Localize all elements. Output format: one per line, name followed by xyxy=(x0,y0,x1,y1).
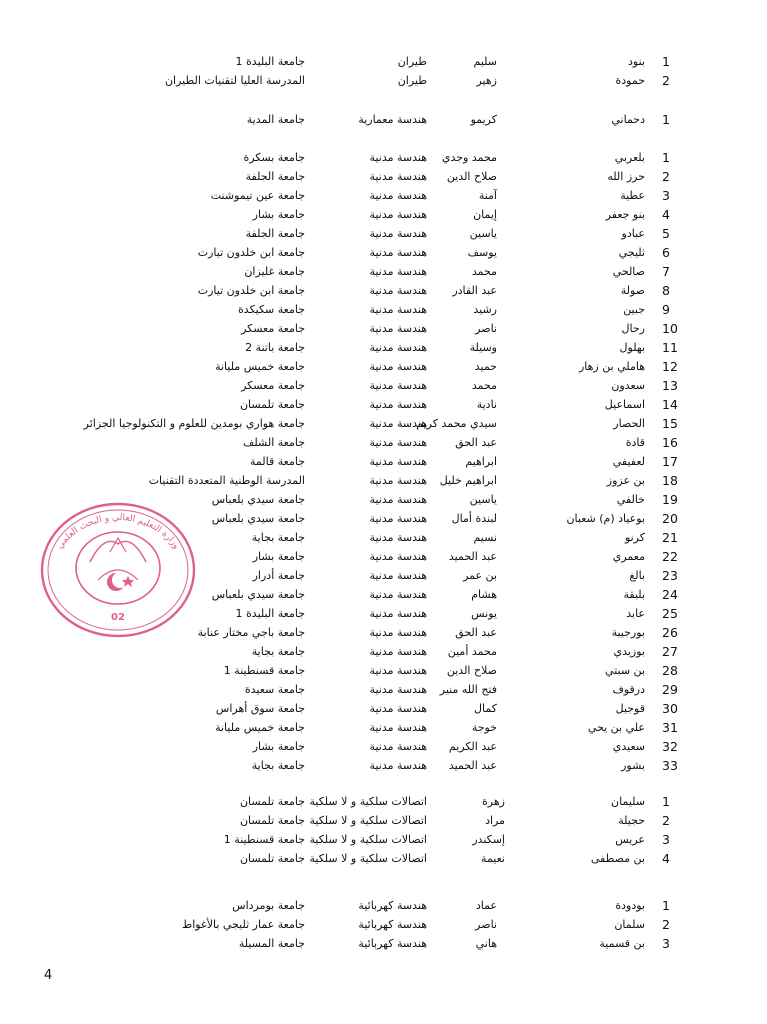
cell-univ: جامعة بشار xyxy=(252,740,305,753)
cell-first: حميد xyxy=(474,360,497,373)
list-item xyxy=(0,934,767,953)
list-item xyxy=(0,896,767,915)
cell-last: درقوف xyxy=(612,683,645,696)
cell-spec: هندسة مدنية xyxy=(369,227,427,240)
cell-first: كريمو xyxy=(470,113,497,126)
cell-num: 6 xyxy=(662,245,670,260)
cell-last: علي بن يحي xyxy=(587,721,645,734)
list-item xyxy=(0,718,767,737)
cell-num: 9 xyxy=(662,302,670,317)
cell-last: بلعربي xyxy=(614,151,645,164)
cell-univ: جامعة ابن خلدون تيارت xyxy=(197,284,305,297)
cell-univ: جامعة بجاية xyxy=(251,759,305,772)
list-item xyxy=(0,414,767,433)
cell-num: 7 xyxy=(662,264,670,279)
cell-last: بن مصطفى xyxy=(590,852,645,865)
cell-last: حمودة xyxy=(615,74,645,87)
list-item xyxy=(0,433,767,452)
cell-last: عريس xyxy=(615,833,645,846)
cell-spec: هندسة مدنية xyxy=(369,303,427,316)
cell-first: ناصر xyxy=(475,918,497,931)
cell-spec: هندسة مدنية xyxy=(369,417,427,430)
cell-univ: جامعة البليدة 1 xyxy=(235,55,305,68)
cell-spec: طيران xyxy=(397,55,427,68)
cell-last: عطية xyxy=(620,189,645,202)
cell-univ: جامعة هواري بومدين للعلوم و التكنولوجيا الجزائر xyxy=(83,417,305,430)
cell-last: ثليجي xyxy=(618,246,645,259)
cell-spec: هندسة كهربائية xyxy=(358,899,427,912)
cell-last: رحال xyxy=(621,322,645,335)
cell-first: آمنة xyxy=(478,189,497,202)
list-group xyxy=(0,110,767,129)
cell-first: صلاح الدين xyxy=(446,664,497,677)
cell-num: 1 xyxy=(662,898,670,913)
cell-spec: هندسة مدنية xyxy=(369,360,427,373)
cell-univ: جامعة عمار ثليجي بالأغواط xyxy=(182,918,305,931)
cell-num: 3 xyxy=(662,936,670,951)
cell-first: بن عمر xyxy=(463,569,497,582)
list-item xyxy=(0,395,767,414)
cell-univ: جامعة سيدي بلعباس xyxy=(211,493,305,506)
list-item xyxy=(0,452,767,471)
cell-first: مراد xyxy=(485,814,505,827)
cell-spec: هندسة مدنية xyxy=(369,398,427,411)
cell-spec: هندسة مدنية xyxy=(369,702,427,715)
cell-first: لبندة أمال xyxy=(451,512,497,525)
cell-num: 4 xyxy=(662,851,670,866)
cell-first: يونس xyxy=(471,607,497,620)
cell-spec: هندسة مدنية xyxy=(369,607,427,620)
cell-first: سليم xyxy=(473,55,497,68)
cell-last: بوزيدي xyxy=(613,645,645,658)
cell-spec: هندسة مدنية xyxy=(369,588,427,601)
official-stamp xyxy=(38,500,198,640)
cell-first: عبد الحميد xyxy=(448,759,497,772)
list-item xyxy=(0,737,767,756)
list-item xyxy=(0,205,767,224)
cell-num: 3 xyxy=(662,188,670,203)
cell-univ: جامعة عين تيموشنت xyxy=(210,189,305,202)
cell-univ: جامعة بجاية xyxy=(251,645,305,658)
cell-first: كمال xyxy=(474,702,497,715)
cell-univ: جامعة أدرار xyxy=(252,569,305,582)
list-item xyxy=(0,680,767,699)
cell-univ: جامعة معسكر xyxy=(241,379,305,392)
cell-spec: اتصالات سلكية و لا سلكية xyxy=(309,852,427,865)
cell-last: الحصار xyxy=(613,417,645,430)
cell-first: محمد xyxy=(471,265,497,278)
list-group xyxy=(0,148,767,775)
cell-spec: هندسة كهربائية xyxy=(358,918,427,931)
cell-last: بن قسمية xyxy=(599,937,645,950)
cell-last: معمري xyxy=(612,550,645,563)
list-item xyxy=(0,811,767,830)
cell-spec: هندسة مدنية xyxy=(369,531,427,544)
cell-first: ابراهيم خليل xyxy=(439,474,497,487)
cell-num: 1 xyxy=(662,54,670,69)
cell-last: سعيدي xyxy=(612,740,645,753)
cell-first: يوسف xyxy=(467,246,497,259)
cell-spec: هندسة مدنية xyxy=(369,474,427,487)
list-item xyxy=(0,52,767,71)
cell-univ: جامعة قسنطينة 1 xyxy=(223,833,305,846)
cell-first: ياسين xyxy=(469,493,497,506)
cell-first: محمد أمين xyxy=(447,645,497,658)
list-item xyxy=(0,300,767,319)
stamp-text: وزارة التعليم العالي و البحث العلمي xyxy=(55,512,182,551)
cell-univ: جامعة سيدي بلعباس xyxy=(211,588,305,601)
cell-first: محمد وجدي xyxy=(441,151,497,164)
cell-num: 24 xyxy=(662,587,678,602)
cell-num: 25 xyxy=(662,606,678,621)
stamp-number: 02 xyxy=(111,612,125,623)
cell-univ: المدرسة الوطنية المتعددة التقنيات xyxy=(148,474,305,487)
cell-spec: هندسة مدنية xyxy=(369,436,427,449)
cell-num: 20 xyxy=(662,511,678,526)
cell-num: 5 xyxy=(662,226,670,241)
cell-spec: اتصالات سلكية و لا سلكية xyxy=(309,814,427,827)
cell-univ: جامعة باتنة 2 xyxy=(245,341,305,354)
cell-spec: هندسة مدنية xyxy=(369,208,427,221)
cell-spec: هندسة مدنية xyxy=(369,626,427,639)
cell-spec: هندسة كهربائية xyxy=(358,937,427,950)
cell-last: سليمان xyxy=(611,795,645,808)
cell-last: بهلول xyxy=(619,341,645,354)
cell-last: عبادو xyxy=(621,227,645,240)
cell-last: بن سبتي xyxy=(605,664,645,677)
list-item xyxy=(0,224,767,243)
cell-spec: هندسة معمارية xyxy=(358,113,427,126)
cell-num: 4 xyxy=(662,207,670,222)
cell-last: بنود xyxy=(628,55,645,68)
cell-last: جبين xyxy=(623,303,645,316)
cell-spec: اتصالات سلكية و لا سلكية xyxy=(309,795,427,808)
cell-num: 8 xyxy=(662,283,670,298)
cell-univ: جامعة الشلف xyxy=(243,436,305,449)
cell-first: زهير xyxy=(476,74,497,87)
cell-univ: جامعة سوق أهراس xyxy=(215,702,305,715)
cell-first: ناصر xyxy=(475,322,497,335)
cell-univ: جامعة الجلفة xyxy=(245,170,305,183)
cell-univ: جامعة المدية xyxy=(246,113,305,126)
cell-last: بودودة xyxy=(615,899,645,912)
list-item xyxy=(0,319,767,338)
cell-univ: جامعة خميس مليانة xyxy=(215,360,305,373)
cell-num: 2 xyxy=(662,169,670,184)
cell-first: سيدي محمد كريم xyxy=(416,417,497,430)
cell-num: 2 xyxy=(662,813,670,828)
cell-univ: جامعة سيدي بلعباس xyxy=(211,512,305,525)
cell-univ: جامعة بجاية xyxy=(251,531,305,544)
cell-last: صالحي xyxy=(612,265,645,278)
list-item xyxy=(0,792,767,811)
cell-first: فتح الله منير xyxy=(439,683,497,696)
list-group xyxy=(0,52,767,90)
cell-univ: جامعة المسيلة xyxy=(238,937,305,950)
cell-last: كرنو xyxy=(624,531,645,544)
list-item xyxy=(0,110,767,129)
list-item xyxy=(0,642,767,661)
page-number: 4 xyxy=(44,968,53,983)
cell-num: 11 xyxy=(662,340,678,355)
cell-num: 26 xyxy=(662,625,678,640)
cell-num: 1 xyxy=(662,794,670,809)
cell-univ: جامعة بشار xyxy=(252,208,305,221)
cell-spec: اتصالات سلكية و لا سلكية xyxy=(309,833,427,846)
cell-spec: هندسة مدنية xyxy=(369,170,427,183)
cell-num: 16 xyxy=(662,435,678,450)
cell-spec: هندسة مدنية xyxy=(369,740,427,753)
cell-num: 10 xyxy=(662,321,678,336)
cell-univ: جامعة بومرداس xyxy=(232,899,305,912)
cell-num: 28 xyxy=(662,663,678,678)
cell-univ: جامعة سعيدة xyxy=(244,683,305,696)
cell-univ: جامعة بشار xyxy=(252,550,305,563)
cell-first: عبد الحميد xyxy=(448,550,497,563)
cell-num: 17 xyxy=(662,454,678,469)
cell-first: عماد xyxy=(475,899,497,912)
cell-spec: هندسة مدنية xyxy=(369,569,427,582)
cell-univ: جامعة تلمسان xyxy=(239,852,305,865)
cell-spec: هندسة مدنية xyxy=(369,455,427,468)
list-item xyxy=(0,281,767,300)
cell-spec: طيران xyxy=(397,74,427,87)
cell-univ: المدرسة العليا لتقنيات الطيران xyxy=(164,74,305,87)
cell-num: 2 xyxy=(662,917,670,932)
cell-spec: هندسة مدنية xyxy=(369,721,427,734)
list-item xyxy=(0,471,767,490)
cell-univ: جامعة غليزان xyxy=(244,265,305,278)
cell-first: نسيم xyxy=(473,531,497,544)
cell-spec: هندسة مدنية xyxy=(369,284,427,297)
cell-univ: جامعة سكيكدة xyxy=(238,303,305,316)
cell-univ: جامعة قسنطينة 1 xyxy=(223,664,305,677)
cell-last: سلمان xyxy=(614,918,645,931)
cell-first: إسكندر xyxy=(472,833,505,846)
list-item xyxy=(0,357,767,376)
cell-spec: هندسة مدنية xyxy=(369,683,427,696)
cell-num: 14 xyxy=(662,397,678,412)
cell-univ: جامعة الجلفة xyxy=(245,227,305,240)
cell-first: ياسين xyxy=(469,227,497,240)
cell-num: 19 xyxy=(662,492,678,507)
cell-last: بلبقة xyxy=(623,588,645,601)
cell-spec: هندسة مدنية xyxy=(369,645,427,658)
cell-spec: هندسة مدنية xyxy=(369,189,427,202)
cell-first: زهرة xyxy=(482,795,505,808)
cell-num: 12 xyxy=(662,359,678,374)
list-item xyxy=(0,186,767,205)
list-item xyxy=(0,699,767,718)
cell-last: بنو جعفر xyxy=(605,208,645,221)
cell-last: قوجيل xyxy=(615,702,645,715)
cell-num: 22 xyxy=(662,549,678,564)
list-item xyxy=(0,243,767,262)
cell-first: محمد xyxy=(471,379,497,392)
cell-univ: جامعة ابن خلدون تيارت xyxy=(197,246,305,259)
cell-first: إيمان xyxy=(473,208,497,221)
cell-last: سعدون xyxy=(611,379,645,392)
list-item xyxy=(0,148,767,167)
cell-spec: هندسة مدنية xyxy=(369,512,427,525)
cell-spec: هندسة مدنية xyxy=(369,265,427,278)
cell-spec: هندسة مدنية xyxy=(369,493,427,506)
cell-first: وسيلة xyxy=(469,341,497,354)
cell-first: صلاح الدين xyxy=(446,170,497,183)
list-item xyxy=(0,756,767,775)
cell-first: هاني xyxy=(475,937,497,950)
cell-last: اسماعيل xyxy=(604,398,645,411)
cell-num: 21 xyxy=(662,530,678,545)
list-item xyxy=(0,262,767,281)
cell-num: 29 xyxy=(662,682,678,697)
cell-spec: هندسة مدنية xyxy=(369,246,427,259)
cell-spec: هندسة مدنية xyxy=(369,322,427,335)
cell-num: 31 xyxy=(662,720,678,735)
cell-spec: هندسة مدنية xyxy=(369,341,427,354)
list-item xyxy=(0,167,767,186)
cell-first: خوجة xyxy=(471,721,497,734)
cell-last: بوعياد (م) شعبان xyxy=(566,512,645,525)
cell-univ: جامعة خميس مليانة xyxy=(215,721,305,734)
cell-first: نادية xyxy=(476,398,497,411)
cell-num: 3 xyxy=(662,832,670,847)
cell-first: ابراهيم xyxy=(465,455,497,468)
cell-first: هشام xyxy=(471,588,497,601)
cell-first: نعيمة xyxy=(481,852,505,865)
cell-spec: هندسة مدنية xyxy=(369,550,427,563)
cell-num: 33 xyxy=(662,758,678,773)
cell-univ: جامعة بسكرة xyxy=(243,151,305,164)
list-item xyxy=(0,71,767,90)
cell-univ: جامعة قالمة xyxy=(250,455,305,468)
cell-last: بورجيبة xyxy=(611,626,645,639)
list-item xyxy=(0,376,767,395)
list-item xyxy=(0,830,767,849)
cell-num: 2 xyxy=(662,73,670,88)
cell-last: بن عزوز xyxy=(606,474,645,487)
cell-last: حجيلة xyxy=(618,814,645,827)
list-item xyxy=(0,338,767,357)
cell-num: 18 xyxy=(662,473,678,488)
cell-first: عبد الحق xyxy=(455,626,497,639)
cell-first: عبد القادر xyxy=(452,284,497,297)
cell-last: بشور xyxy=(621,759,645,772)
cell-univ: جامعة البليدة 1 xyxy=(235,607,305,620)
cell-univ: جامعة معسكر xyxy=(241,322,305,335)
list-group xyxy=(0,896,767,953)
list-item xyxy=(0,849,767,868)
cell-num: 32 xyxy=(662,739,678,754)
cell-spec: هندسة مدنية xyxy=(369,379,427,392)
cell-last: عابد xyxy=(626,607,645,620)
cell-spec: هندسة مدنية xyxy=(369,664,427,677)
cell-first: عبد الحق xyxy=(455,436,497,449)
cell-num: 23 xyxy=(662,568,678,583)
cell-first: رشيد xyxy=(473,303,497,316)
cell-last: صولة xyxy=(620,284,645,297)
cell-univ: جامعة تلمسان xyxy=(239,398,305,411)
cell-num: 15 xyxy=(662,416,678,431)
cell-last: قادة xyxy=(625,436,645,449)
cell-num: 30 xyxy=(662,701,678,716)
cell-spec: هندسة مدنية xyxy=(369,759,427,772)
list-group xyxy=(0,792,767,868)
cell-last: خالفي xyxy=(616,493,645,506)
list-item xyxy=(0,661,767,680)
list-item xyxy=(0,915,767,934)
cell-spec: هندسة مدنية xyxy=(369,151,427,164)
cell-last: بالغ xyxy=(629,569,645,582)
cell-num: 1 xyxy=(662,112,670,127)
cell-last: حرز الله xyxy=(607,170,645,183)
cell-univ: جامعة تلمسان xyxy=(239,814,305,827)
cell-last: هاملي بن زهار xyxy=(578,360,645,373)
cell-first: عبد الكريم xyxy=(448,740,497,753)
cell-num: 27 xyxy=(662,644,678,659)
cell-univ: جامعة باجي مختار عنابة xyxy=(197,626,305,639)
cell-last: لعفيفي xyxy=(612,455,645,468)
cell-num: 1 xyxy=(662,150,670,165)
cell-univ: جامعة تلمسان xyxy=(239,795,305,808)
cell-last: دحماني xyxy=(611,113,645,126)
cell-num: 13 xyxy=(662,378,678,393)
